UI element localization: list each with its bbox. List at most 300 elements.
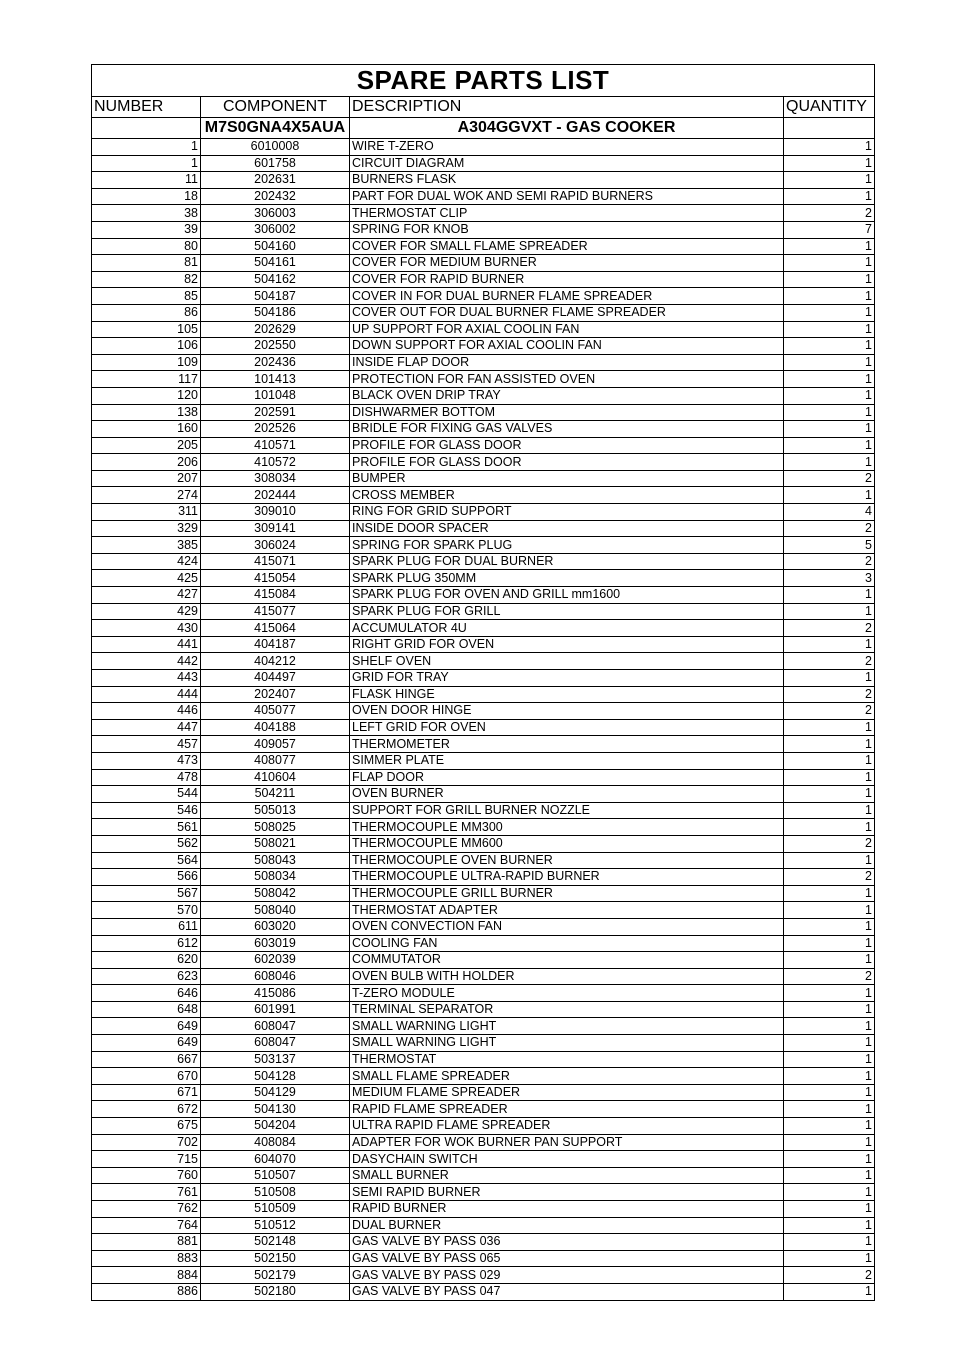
header-number: NUMBER [92, 97, 201, 118]
table-row [92, 736, 875, 753]
table-row [92, 321, 875, 338]
table-row [92, 719, 875, 736]
part-quantity: 2 [784, 869, 875, 886]
part-description: GAS VALVE BY PASS 065 [350, 1250, 784, 1267]
table-row [92, 271, 875, 288]
part-quantity: 1 [784, 769, 875, 786]
part-description: SMALL BURNER [350, 1167, 784, 1184]
part-number: 473 [92, 752, 201, 769]
part-number: 11 [92, 172, 201, 189]
table-row [92, 1167, 875, 1184]
part-description: BRIDLE FOR FIXING GAS VALVES [350, 421, 784, 438]
part-number: 1 [92, 155, 201, 172]
component-code: 410572 [201, 454, 350, 471]
part-number: 425 [92, 570, 201, 587]
table-row [92, 404, 875, 421]
part-quantity: 1 [784, 786, 875, 803]
table-row [92, 520, 875, 537]
part-quantity: 1 [784, 1234, 875, 1251]
component-code: 410604 [201, 769, 350, 786]
part-description: GAS VALVE BY PASS 047 [350, 1283, 784, 1300]
part-number: 430 [92, 620, 201, 637]
part-quantity: 1 [784, 172, 875, 189]
part-description: CROSS MEMBER [350, 487, 784, 504]
part-quantity: 1 [784, 1051, 875, 1068]
part-quantity: 1 [784, 437, 875, 454]
part-number: 39 [92, 221, 201, 238]
part-description: PART FOR DUAL WOK AND SEMI RAPID BURNERS [350, 188, 784, 205]
part-quantity: 1 [784, 902, 875, 919]
table-row [92, 819, 875, 836]
component-code: 508034 [201, 869, 350, 886]
part-description: LEFT GRID FOR OVEN [350, 719, 784, 736]
part-number: 567 [92, 885, 201, 902]
part-description: OVEN BURNER [350, 786, 784, 803]
part-description: DISHWARMER BOTTOM [350, 404, 784, 421]
component-code: 502148 [201, 1234, 350, 1251]
part-description: THERMOSTAT ADAPTER [350, 902, 784, 919]
part-description: THERMOCOUPLE GRILL BURNER [350, 885, 784, 902]
table-row [92, 421, 875, 438]
component-code: 415054 [201, 570, 350, 587]
table-row [92, 387, 875, 404]
table-row [92, 1151, 875, 1168]
part-quantity: 1 [784, 421, 875, 438]
part-description: BURNERS FLASK [350, 172, 784, 189]
part-description: OVEN DOOR HINGE [350, 703, 784, 720]
part-number: 85 [92, 288, 201, 305]
part-number: 442 [92, 653, 201, 670]
part-quantity: 2 [784, 205, 875, 222]
part-quantity: 3 [784, 570, 875, 587]
part-number: 667 [92, 1051, 201, 1068]
part-number: 564 [92, 852, 201, 869]
component-code: 503137 [201, 1051, 350, 1068]
part-quantity: 1 [784, 255, 875, 272]
component-code: 404188 [201, 719, 350, 736]
part-description: COOLING FAN [350, 935, 784, 952]
component-code: 510508 [201, 1184, 350, 1201]
part-quantity: 2 [784, 470, 875, 487]
part-number: 80 [92, 238, 201, 255]
table-row [92, 952, 875, 969]
spare-parts-table [91, 64, 875, 1301]
component-code: 408077 [201, 752, 350, 769]
part-number: 138 [92, 404, 201, 421]
component-code: 601758 [201, 155, 350, 172]
table-row [92, 238, 875, 255]
component-code: 504161 [201, 255, 350, 272]
part-description: COVER OUT FOR DUAL BURNER FLAME SPREADER [350, 304, 784, 321]
table-row [92, 205, 875, 222]
table-row [92, 752, 875, 769]
part-description: ULTRA RAPID FLAME SPREADER [350, 1118, 784, 1135]
model-component-code: M7S0GNA4X5AUA [201, 118, 350, 139]
part-quantity: 4 [784, 504, 875, 521]
part-description: OVEN BULB WITH HOLDER [350, 968, 784, 985]
part-number: 881 [92, 1234, 201, 1251]
component-code: 504160 [201, 238, 350, 255]
title-row [92, 65, 875, 97]
table-row [92, 603, 875, 620]
part-description: SPARK PLUG FOR OVEN AND GRILL mm1600 [350, 587, 784, 604]
part-quantity: 1 [784, 139, 875, 156]
part-quantity: 1 [784, 603, 875, 620]
component-code: 603020 [201, 918, 350, 935]
part-description: RING FOR GRID SUPPORT [350, 504, 784, 521]
part-quantity: 1 [784, 587, 875, 604]
part-number: 883 [92, 1250, 201, 1267]
table-row [92, 1234, 875, 1251]
part-quantity: 2 [784, 653, 875, 670]
part-description: BLACK OVEN DRIP TRAY [350, 387, 784, 404]
table-row [92, 487, 875, 504]
part-description: INSIDE DOOR SPACER [350, 520, 784, 537]
part-quantity: 1 [784, 1018, 875, 1035]
part-quantity: 1 [784, 819, 875, 836]
part-description: GRID FOR TRAY [350, 670, 784, 687]
part-description: COMMUTATOR [350, 952, 784, 969]
model-product-name: A304GGVXT - GAS COOKER [350, 118, 784, 139]
table-row [92, 1051, 875, 1068]
table-row [92, 470, 875, 487]
part-number: 446 [92, 703, 201, 720]
part-number: 160 [92, 421, 201, 438]
table-row [92, 1035, 875, 1052]
part-number: 546 [92, 802, 201, 819]
part-quantity: 1 [784, 354, 875, 371]
part-description: THERMOSTAT [350, 1051, 784, 1068]
part-description: SHELF OVEN [350, 653, 784, 670]
part-description: DASYCHAIN SWITCH [350, 1151, 784, 1168]
table-row [92, 835, 875, 852]
part-number: 764 [92, 1217, 201, 1234]
table-row [92, 620, 875, 637]
part-quantity: 1 [784, 371, 875, 388]
part-description: DOWN SUPPORT FOR AXIAL COOLIN FAN [350, 338, 784, 355]
part-quantity: 1 [784, 288, 875, 305]
part-quantity: 1 [784, 1151, 875, 1168]
part-description: T-ZERO MODULE [350, 985, 784, 1002]
part-description: THERMOCOUPLE MM600 [350, 835, 784, 852]
part-quantity: 2 [784, 553, 875, 570]
table-row [92, 188, 875, 205]
part-quantity: 1 [784, 155, 875, 172]
part-quantity: 1 [784, 321, 875, 338]
component-code: 504162 [201, 271, 350, 288]
table-row [92, 1118, 875, 1135]
table-row [92, 1101, 875, 1118]
part-description: BUMPER [350, 470, 784, 487]
part-number: 207 [92, 470, 201, 487]
part-description: SMALL FLAME SPREADER [350, 1068, 784, 1085]
component-code: 404212 [201, 653, 350, 670]
table-row [92, 587, 875, 604]
part-quantity: 1 [784, 304, 875, 321]
part-quantity: 1 [784, 1101, 875, 1118]
part-quantity: 1 [784, 338, 875, 355]
part-quantity: 1 [784, 1134, 875, 1151]
part-description: SPARK PLUG FOR DUAL BURNER [350, 553, 784, 570]
part-quantity: 2 [784, 968, 875, 985]
part-number: 670 [92, 1068, 201, 1085]
component-code: 202550 [201, 338, 350, 355]
part-description: RAPID FLAME SPREADER [350, 1101, 784, 1118]
part-description: INSIDE FLAP DOOR [350, 354, 784, 371]
table-row [92, 338, 875, 355]
component-code: 306024 [201, 537, 350, 554]
part-description: COVER FOR SMALL FLAME SPREADER [350, 238, 784, 255]
part-quantity: 1 [784, 670, 875, 687]
table-row [92, 570, 875, 587]
component-code: 510507 [201, 1167, 350, 1184]
part-description: DUAL BURNER [350, 1217, 784, 1234]
table-row [92, 553, 875, 570]
part-number: 544 [92, 786, 201, 803]
table-row [92, 354, 875, 371]
table-row [92, 1201, 875, 1218]
table-row [92, 537, 875, 554]
component-code: 604070 [201, 1151, 350, 1168]
part-number: 672 [92, 1101, 201, 1118]
table-row [92, 869, 875, 886]
part-quantity: 1 [784, 636, 875, 653]
component-code: 505013 [201, 802, 350, 819]
component-code: 508040 [201, 902, 350, 919]
table-row [92, 304, 875, 321]
spare-parts-body [92, 65, 875, 1301]
part-number: 457 [92, 736, 201, 753]
part-quantity: 1 [784, 885, 875, 902]
part-description: THERMOCOUPLE MM300 [350, 819, 784, 836]
header-description: DESCRIPTION [350, 97, 784, 118]
part-quantity: 1 [784, 802, 875, 819]
part-quantity: 1 [784, 752, 875, 769]
table-row [92, 670, 875, 687]
part-number: 120 [92, 387, 201, 404]
table-row [92, 935, 875, 952]
part-description: ADAPTER FOR WOK BURNER PAN SUPPORT [350, 1134, 784, 1151]
component-code: 608047 [201, 1018, 350, 1035]
part-number: 106 [92, 338, 201, 355]
part-description: GAS VALVE BY PASS 036 [350, 1234, 784, 1251]
component-code: 404187 [201, 636, 350, 653]
component-code: 608046 [201, 968, 350, 985]
component-code: 405077 [201, 703, 350, 720]
part-description: COVER IN FOR DUAL BURNER FLAME SPREADER [350, 288, 784, 305]
component-code: 508021 [201, 835, 350, 852]
part-quantity: 2 [784, 520, 875, 537]
part-number: 385 [92, 537, 201, 554]
part-quantity: 1 [784, 736, 875, 753]
table-row [92, 371, 875, 388]
table-row [92, 686, 875, 703]
part-number: 1 [92, 139, 201, 156]
table-row [92, 155, 875, 172]
table-row [92, 1217, 875, 1234]
model-quantity-cell [784, 118, 875, 139]
part-number: 884 [92, 1267, 201, 1284]
part-quantity: 2 [784, 620, 875, 637]
component-code: 202432 [201, 188, 350, 205]
component-code: 409057 [201, 736, 350, 753]
table-row [92, 786, 875, 803]
table-row [92, 1068, 875, 1085]
part-number: 702 [92, 1134, 201, 1151]
component-code: 504129 [201, 1084, 350, 1101]
table-row [92, 1267, 875, 1284]
part-quantity: 2 [784, 686, 875, 703]
part-description: SPARK PLUG FOR GRILL [350, 603, 784, 620]
component-code: 508025 [201, 819, 350, 836]
part-description: SMALL WARNING LIGHT [350, 1018, 784, 1035]
component-code: 309141 [201, 520, 350, 537]
component-code: 602039 [201, 952, 350, 969]
component-code: 309010 [201, 504, 350, 521]
part-quantity: 1 [784, 454, 875, 471]
part-quantity: 1 [784, 1217, 875, 1234]
part-number: 109 [92, 354, 201, 371]
component-code: 603019 [201, 935, 350, 952]
part-number: 478 [92, 769, 201, 786]
part-number: 444 [92, 686, 201, 703]
part-number: 886 [92, 1283, 201, 1300]
component-code: 504130 [201, 1101, 350, 1118]
part-quantity: 1 [784, 1084, 875, 1101]
component-code: 502179 [201, 1267, 350, 1284]
part-quantity: 1 [784, 188, 875, 205]
component-code: 508043 [201, 852, 350, 869]
part-number: 205 [92, 437, 201, 454]
part-number: 447 [92, 719, 201, 736]
part-description: SPRING FOR SPARK PLUG [350, 537, 784, 554]
table-row [92, 802, 875, 819]
part-number: 762 [92, 1201, 201, 1218]
header-quantity: QUANTITY [784, 97, 875, 118]
component-code: 415084 [201, 587, 350, 604]
table-row [92, 636, 875, 653]
component-code: 202436 [201, 354, 350, 371]
part-quantity: 1 [784, 1118, 875, 1135]
part-quantity: 1 [784, 404, 875, 421]
part-description: RAPID BURNER [350, 1201, 784, 1218]
part-description: FLAP DOOR [350, 769, 784, 786]
component-code: 408084 [201, 1134, 350, 1151]
part-number: 648 [92, 1001, 201, 1018]
part-description: PROTECTION FOR FAN ASSISTED OVEN [350, 371, 784, 388]
table-row [92, 139, 875, 156]
part-number: 429 [92, 603, 201, 620]
table-row [92, 968, 875, 985]
table-row [92, 437, 875, 454]
part-description: RIGHT GRID FOR OVEN [350, 636, 784, 653]
table-row [92, 1250, 875, 1267]
part-quantity: 1 [784, 935, 875, 952]
part-quantity: 2 [784, 1267, 875, 1284]
part-quantity: 2 [784, 835, 875, 852]
table-row [92, 885, 875, 902]
part-quantity: 1 [784, 719, 875, 736]
table-row [92, 172, 875, 189]
table-row [92, 288, 875, 305]
part-quantity: 1 [784, 1035, 875, 1052]
table-row [92, 1001, 875, 1018]
part-number: 760 [92, 1167, 201, 1184]
table-row [92, 769, 875, 786]
table-row [92, 653, 875, 670]
component-code: 504204 [201, 1118, 350, 1135]
part-description: WIRE T-ZERO [350, 139, 784, 156]
part-number: 206 [92, 454, 201, 471]
part-number: 675 [92, 1118, 201, 1135]
table-row [92, 1018, 875, 1035]
part-quantity: 2 [784, 703, 875, 720]
component-code: 510512 [201, 1217, 350, 1234]
part-quantity: 1 [784, 1068, 875, 1085]
table-row [92, 1283, 875, 1300]
part-number: 443 [92, 670, 201, 687]
component-code: 601991 [201, 1001, 350, 1018]
component-code: 415077 [201, 603, 350, 620]
part-description: COVER FOR RAPID BURNER [350, 271, 784, 288]
part-number: 274 [92, 487, 201, 504]
header-component: COMPONENT [201, 97, 350, 118]
component-code: 504187 [201, 288, 350, 305]
part-quantity: 1 [784, 1184, 875, 1201]
model-number-cell [92, 118, 201, 139]
part-quantity: 1 [784, 1283, 875, 1300]
part-quantity: 1 [784, 852, 875, 869]
part-description: THERMOSTAT CLIP [350, 205, 784, 222]
part-quantity: 1 [784, 271, 875, 288]
part-number: 646 [92, 985, 201, 1002]
part-number: 566 [92, 869, 201, 886]
part-number: 311 [92, 504, 201, 521]
part-description: THERMOCOUPLE ULTRA-RAPID BURNER [350, 869, 784, 886]
part-quantity: 1 [784, 387, 875, 404]
component-code: 502150 [201, 1250, 350, 1267]
part-description: SMALL WARNING LIGHT [350, 1035, 784, 1052]
part-number: 86 [92, 304, 201, 321]
part-number: 427 [92, 587, 201, 604]
part-number: 715 [92, 1151, 201, 1168]
part-description: THERMOCOUPLE OVEN BURNER [350, 852, 784, 869]
table-row [92, 504, 875, 521]
part-description: CIRCUIT DIAGRAM [350, 155, 784, 172]
part-description: ACCUMULATOR 4U [350, 620, 784, 637]
component-code: 510509 [201, 1201, 350, 1218]
table-row [92, 1184, 875, 1201]
part-description: FLASK HINGE [350, 686, 784, 703]
component-code: 101048 [201, 387, 350, 404]
part-quantity: 1 [784, 1201, 875, 1218]
part-description: GAS VALVE BY PASS 029 [350, 1267, 784, 1284]
component-code: 101413 [201, 371, 350, 388]
part-quantity: 1 [784, 952, 875, 969]
part-number: 441 [92, 636, 201, 653]
part-number: 82 [92, 271, 201, 288]
part-description: SPRING FOR KNOB [350, 221, 784, 238]
component-code: 306002 [201, 221, 350, 238]
component-code: 6010008 [201, 139, 350, 156]
table-row [92, 1134, 875, 1151]
part-description: PROFILE FOR GLASS DOOR [350, 454, 784, 471]
part-number: 570 [92, 902, 201, 919]
table-row [92, 221, 875, 238]
part-quantity: 1 [784, 985, 875, 1002]
component-code: 415086 [201, 985, 350, 1002]
table-row [92, 454, 875, 471]
